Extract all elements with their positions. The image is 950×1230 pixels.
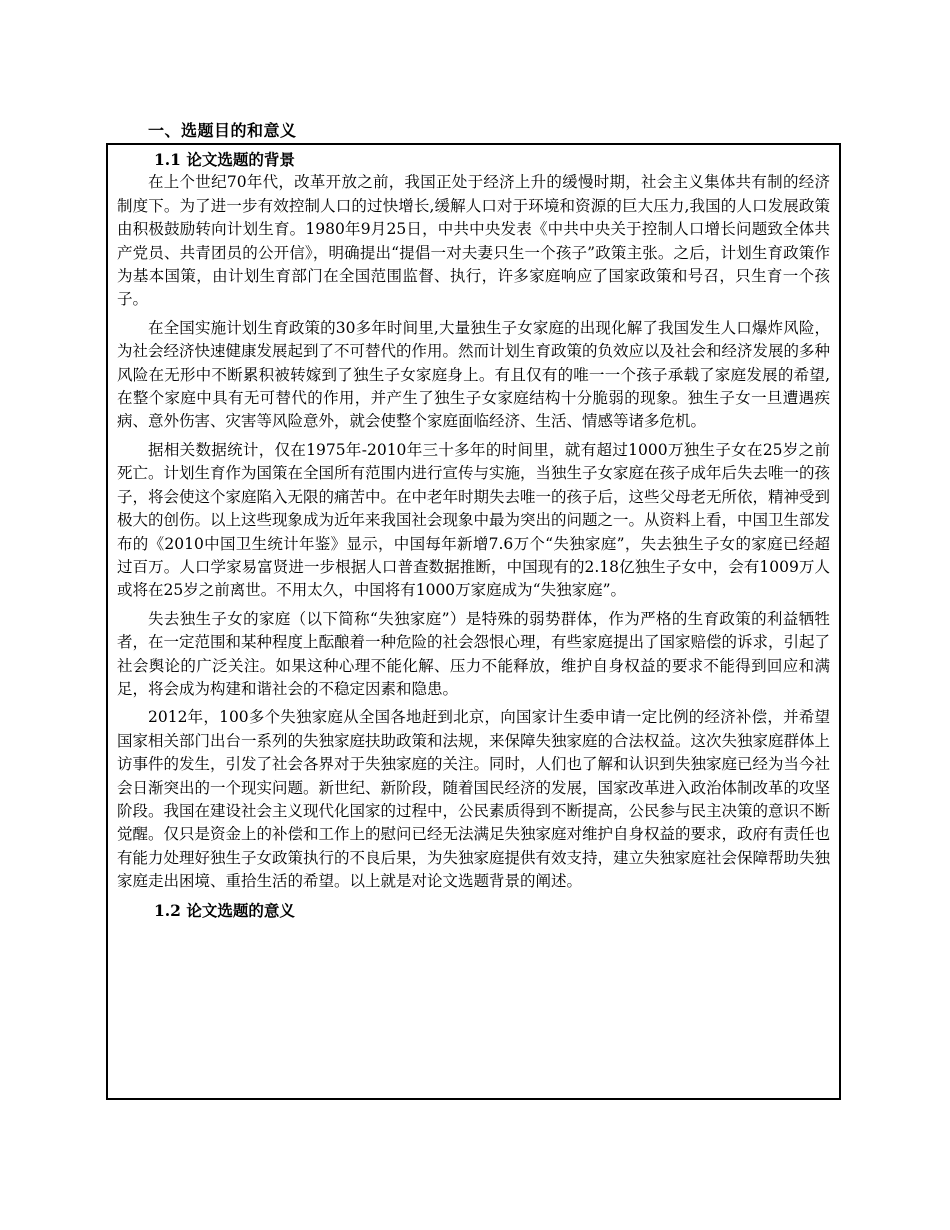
section-title: 一、选题目的和意义	[148, 121, 297, 140]
paragraph-3: 据相关数据统计，仅在1975年-2010年三十多年的时间里，就有超过1000万独生子女在25岁之前死亡。计划生育作为国策在全国所有范围内进行宣传与实施，当独生子女家庭在孩子成年后失去唯一的孩子，将会使这个家庭陷入无限的痛苦中。在中老年时期失去唯一的孩子后，这些父母老无所依，精神受到极大的创伤。以上这些现象成为近年来我国社会现象中最为突出的问题之一。从资料上看，中国卫生部发布的《2010中国卫生统计年鉴》显示，中国每年新增7.6万个“失独家庭”，失去独生子女的家庭已经超过百万。人口学家易富贤进一步根据人口普查数据推断，中国现有的2.18亿独生子女中，会有1009万人或将在25岁之前离世。不用太久，中国将有1000万家庭成为“失独家庭”。	[117, 440, 831, 600]
paragraph-1: 在上个世纪70年代，改革开放之前，我国正处于经济上升的缓慢时期，社会主义集体共有制的经济制度下。为了进一步有效控制人口的过快增长,缓解人口对于环境和资源的巨大压力,我国的人口发展政策由积极鼓励转向计划生育。1980年9月25日，中共中央发表《中共中央关于控制人口增长问题致全体共产党员、共青团员的公开信》，明确提出“提倡一对夫妻只生一个孩子”政策主张。之后，计划生育政策作为基本国策，由计划生育部门在全国范围监督、执行，许多家庭响应了国家政策和号召，只生育一个孩子。	[117, 173, 830, 309]
paragraph-4: 失去独生子女的家庭（以下简称“失独家庭”）是特殊的弱势群体，作为严格的生育政策的利益牺牲者，在一定范围和某种程度上酝酿着一种危险的社会怨恨心理，有些家庭提出了国家赔偿的诉求，引起了社会舆论的广泛关注。如果这种心理不能化解、压力不能释放，维护自身权益的要求不能得到回应和满足，将会成为构建和谐社会的不稳定因素和隐患。	[117, 609, 831, 698]
subsection-title-significance: 1.2 论文选题的意义	[154, 900, 295, 920]
paragraph-2: 在全国实施计划生育政策的30多年时间里,大量独生子女家庭的出现化解了我国发生人口爆炸风险，为社会经济快速健康发展起到了不可替代的作用。然而计划生育政策的负效应以及社会和经济发展的多种风险在无形中不断累积被转嫁到了独生子女家庭身上。有且仅有的唯一一个孩子承载了家庭发展的希望,在整个家庭中具有无可替代的作用，并产生了独生子女家庭结构十分脆弱的现象。独生子女一旦遭遇疾病、意外伤害、灾害等风险意外，就会使整个家庭面临经济、生活、情感等诸多危机。	[117, 318, 831, 431]
paragraph-5: 2012年，100多个失独家庭从全国各地赶到北京，向国家计生委申请一定比例的经济补偿，并希望国家相关部门出台一系列的失独家庭扶助政策和法规，来保障失独家庭的合法权益。这次失独家庭群体上访事件的发生，引发了社会各界对于失独家庭的关注。同时，人们也了解和认识到失独家庭已经为当今社会日渐突出的一个现实问题。新世纪、新阶段，随着国民经济的发展，国家改革进入政治体制改革的攻坚阶段。我国在建设社会主义现代化国家的过程中，公民素质得到不断提高，公民参与民主决策的意识不断觉醒。仅只是资金上的补偿和工作上的慰问已经无法满足失独家庭对维护自身权益的要求，政府有责任也有能力处理好独生子女政策执行的不良后果，为失独家庭提供有效支持，建立失独家庭社会保障帮助失独家庭走出困境、重拾生活的希望。以上就是对论文选题背景的阐述。	[117, 708, 831, 891]
subsection-title-background: 1.1 论文选题的背景	[154, 150, 295, 169]
content-frame	[106, 143, 841, 1100]
